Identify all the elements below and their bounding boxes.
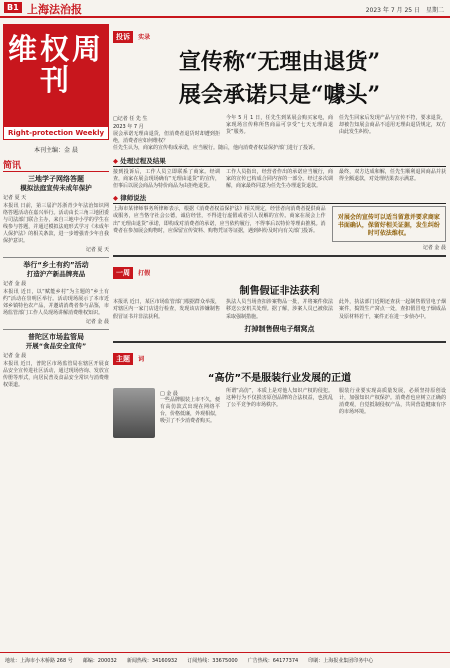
- brief-title: 普陀区市场监管局: [28, 333, 84, 341]
- process-column: 最终，双方达成和解，任先生顺利退回商品并获得全额退款，对处理结果表示满意。: [339, 168, 446, 182]
- lead-text: 展会承诺无理由退货，但消费者退货时却遭到拒绝，消费者应如何维权？: [113, 131, 220, 145]
- brief-byline: 记者 夏 天: [3, 195, 27, 201]
- article-title: 制售假证非法获利: [239, 286, 320, 298]
- commentary-column: 一些品牌服装上市不久，便有高仿款式出现在网络平台，价格低廉，外观相似，吸引了不少消费者购买。: [160, 396, 221, 425]
- divider: [3, 329, 109, 330]
- section-tag-suffix: 打假: [138, 270, 151, 278]
- brief-credit: 记者 金 晨: [85, 319, 109, 325]
- process-section-heading: ◆ 处理过程及结果: [113, 156, 446, 167]
- byline-date: 2023 年 7 月: [113, 124, 144, 130]
- column-english-title: Right-protection Weekly: [3, 126, 109, 140]
- article-body: [113, 299, 446, 337]
- footer-printer: 印刷：上海报业集团印务中心: [308, 658, 374, 664]
- section-tag: 投诉: [113, 31, 133, 43]
- lead-column: 任先生认为，商家的宣传构成承诺，应当履行。随后，他向消费者权益保护部门进行了投诉。: [113, 145, 319, 152]
- left-column: [3, 24, 109, 650]
- column-editor: 本刊主编：金 晨: [34, 147, 78, 154]
- lawyer-section-heading: ◆ 律师说法: [113, 193, 446, 204]
- newspaper-name: 上海法治报: [27, 3, 82, 16]
- commentary-column: 所谓“高仿”，本质上是对他人知识产权的侵犯。这种行为不仅损害原创品牌的合法权益，也扰乱了公平竞争的市场秩序。: [226, 387, 333, 409]
- process-column: 接到投诉后，工作人员立即联系了商家。经调查，商家在展会现场确有“无理由退货”的宣传，但事后以展会商品为特价商品为由拒绝退货。: [113, 168, 220, 190]
- brief-byline: 记者 金 晨: [3, 353, 27, 359]
- commentary-title: “高仿”不是服装行业发展的正道: [207, 372, 352, 384]
- headline-line-2: 展会承诺只是“噱头”: [178, 82, 381, 108]
- brief-byline: 记者 金 晨: [3, 281, 27, 287]
- brief-subtitle: 模拟法庭宣传未成年保护: [20, 184, 92, 192]
- brief-text: 本报讯 近日，普陀区市场监管局在辖区开展食品安全宣传进社区活动，通过现场咨询、发放宣传册等形式，向居民普及食品安全常识与消费维权渠道。: [3, 361, 109, 388]
- brief-title: 三地学子网络答题: [28, 175, 84, 183]
- brief-credit: 记者 夏 天: [85, 247, 109, 253]
- main-area: [113, 24, 446, 438]
- footer-address: 地址：上海市小木桥路 268 号: [5, 658, 73, 664]
- article-subtitle: 打掉制售假电子烟窝点: [244, 324, 315, 333]
- footer-news-hotline: 新闻热线：34160932: [126, 658, 178, 664]
- masthead: [0, 0, 450, 18]
- article-column: 此外，执法部门近期还查获一起制售假冒电子烟案件，捣毁生产窝点一处，查扣假冒电子烟成品及原材料若干，案件正在进一步侦办中。: [339, 299, 446, 320]
- author-photo: [113, 388, 155, 438]
- main-story: [113, 24, 446, 251]
- briefs-heading: 简讯: [3, 158, 109, 172]
- column-banner: [3, 24, 109, 140]
- brief-item: [3, 333, 109, 389]
- column-title: 维权周刊: [7, 32, 104, 97]
- publication-date: 2023 年 7 月 25 日 星期二: [365, 7, 444, 14]
- article-column: 本报讯 近日，某区市场监管部门根据群众举报，对辖区内一家门店进行检查，发现该店涉嫌制售假冒证书并非法获利。: [113, 299, 220, 320]
- diamond-icon: ◆: [113, 194, 121, 203]
- page-footer: [0, 652, 450, 668]
- commentary-article: [113, 341, 446, 438]
- story-credit: 记者 金 晨: [422, 245, 446, 252]
- lead-column: 任先生回家后发现产品与宣传不符，要求退货，却被告知展会商品不适用无理由退货规定，双方由此发生纠纷。: [339, 115, 446, 136]
- lawyer-block: [113, 206, 446, 242]
- section-tag: 一周: [113, 267, 133, 279]
- brief-text: 本报讯 近日，以“赋能乡村”为主题的“乡土有约”活动在崇明区举行。活动现场展示了本市近郊乡镇特色农产品，并邀请消费者参与品鉴，市场监管部门工作人员现场讲解消费维权知识。: [3, 289, 109, 316]
- article-column: 执法人员当场查扣涉案物品一批，并将案件依法移送公安机关处理。据了解，涉案人员已被依法采取强制措施。: [226, 299, 333, 320]
- headline-line-1: 宣传称“无理由退货”: [178, 49, 381, 75]
- brief-text: 本报讯 日前，第三届沪苏浙青少年法治知识网络答题活动在嘉兴举行。活动由长三角三地团委与司法部门联合主办，来自三地中小学的学生在线参与答题，并通过模拟法庭形式学习《未成年人保护法》的相关条款，进一步增强青少年自我保护意识。: [3, 203, 109, 244]
- brief-item: [3, 175, 109, 253]
- footer-ad-hotline: 广告热线：64177374: [247, 658, 299, 664]
- process-column: 工作人员指出，经营者作出的承诺应当履行，商家的宣传已构成合同内容的一部分。经过多次调解，商家最终同意为任先生办理退货退款。: [226, 168, 333, 190]
- section-tag-suffix: 实录: [138, 34, 151, 41]
- lawyer-text: 上海市某律师事务所律师表示，根据《消费者权益保护法》相关规定，经营者向消费者提供商品或服务，应当恪守社会公德，诚信经营，不得进行虚假或者引人误解的宣传。商家在展会上作出“无理由退货”承诺，即构成对消费者的承诺，应当依约履行，不得事后以特价等理由推脱。消费者在参加展会购物时，应保留宣传资料、购物凭证等证据，遇到纠纷及时向有关部门投诉。: [113, 206, 326, 234]
- lead-block: [113, 115, 446, 145]
- reporter-byline: □记者 任 先 生: [113, 116, 148, 122]
- process-block: [113, 169, 446, 191]
- page-number: B1: [4, 2, 22, 13]
- fake-goods-article: [113, 255, 446, 337]
- brief-subtitle: 开展“食品安全宣传”: [25, 342, 87, 350]
- commentary-body: [113, 388, 446, 438]
- brief-title: 举行“乡土有约”活动: [23, 261, 89, 269]
- section-tag-suffix: 词: [138, 355, 145, 363]
- quote-text: 对展会的宣传可以适当留意并要求商家书面确认，保留好相关证据，发生纠纷时可依法维权。: [337, 214, 440, 238]
- diamond-icon: ◆: [113, 156, 121, 165]
- quote-box: [332, 206, 446, 242]
- divider: [3, 257, 109, 258]
- footer-postcode: 邮编：200032: [82, 658, 117, 664]
- footer-subscription-hotline: 订阅热线：33675000: [187, 658, 238, 664]
- commentary-column: 服装行业要实现高质量发展，必须坚持原创设计，加强知识产权保护。消费者也应树立正确的消费观，自觉抵制侵权产品，共同营造健康有序的市场环境。: [339, 387, 446, 416]
- section-tag: 主题: [113, 353, 133, 365]
- commentary-byline: □ 金 晨: [160, 390, 178, 397]
- brief-subtitle: 打造沪产新品牌亮品: [26, 270, 86, 278]
- brief-item: [3, 261, 109, 325]
- lead-column: 今年 5 月 1 日，任先生到某展会购买家电，商家现场宣传称所售商品可享受“七天无理由退货”服务。: [226, 115, 333, 136]
